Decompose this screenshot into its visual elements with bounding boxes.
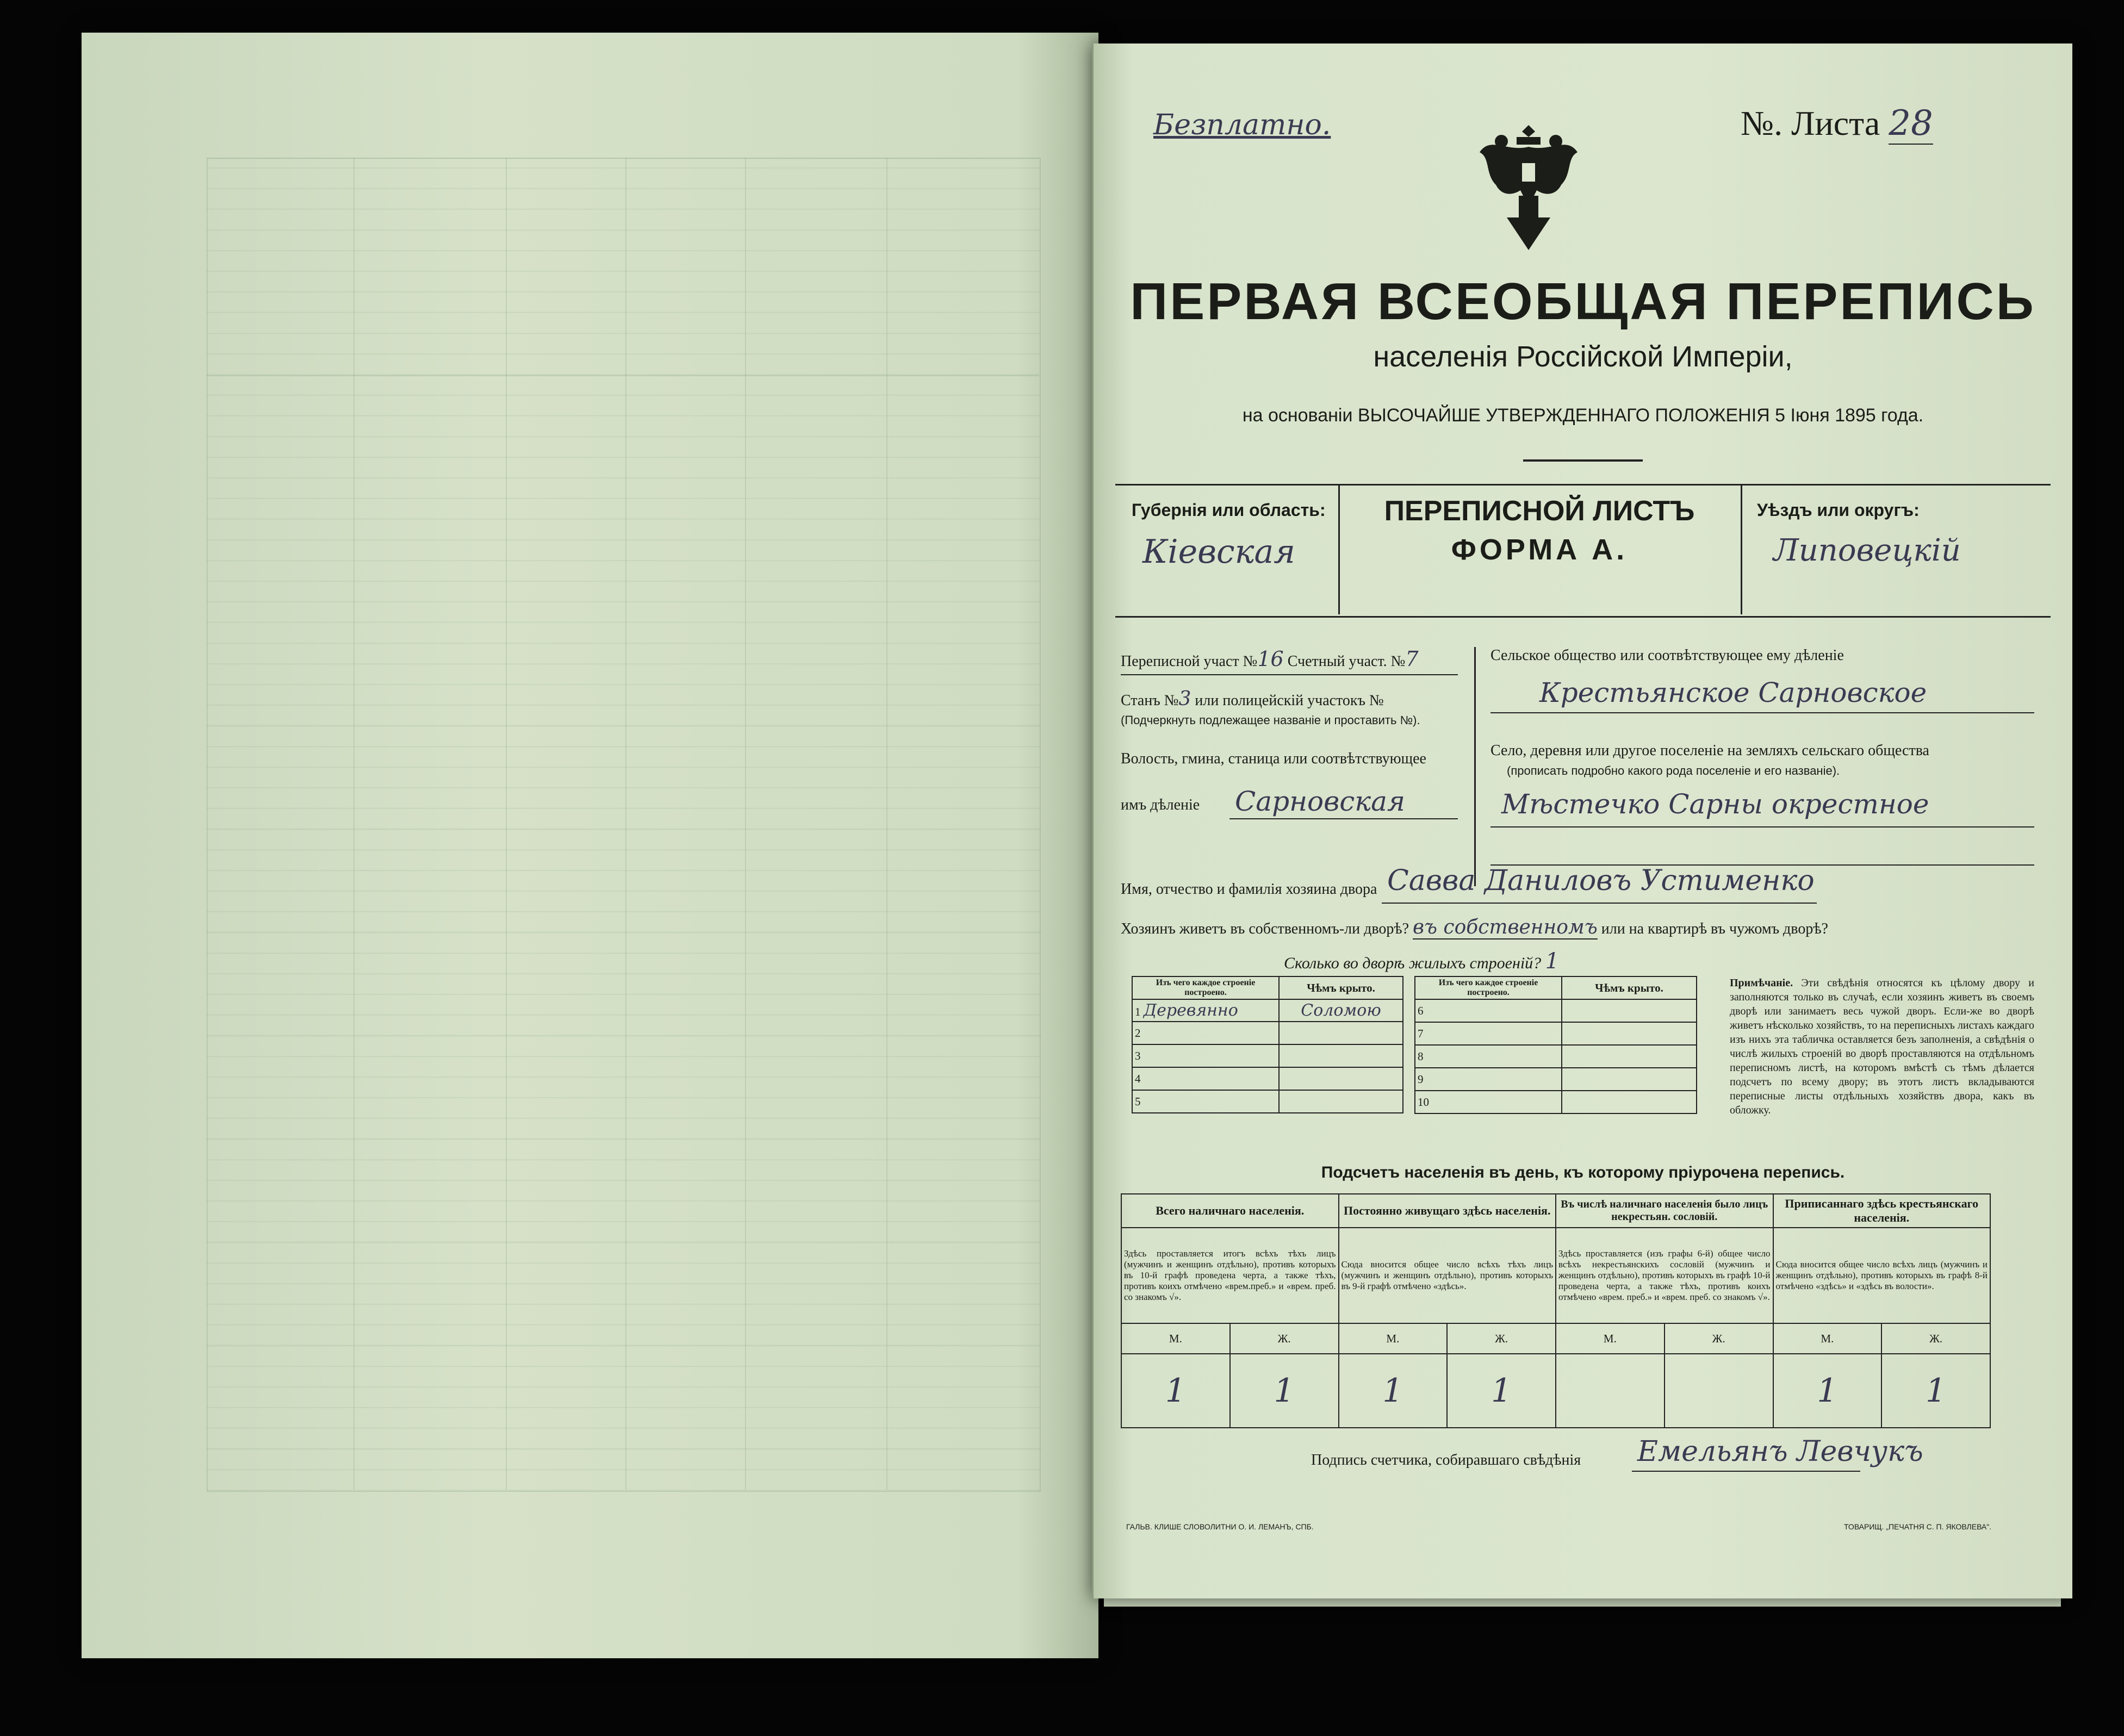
buildings-table-right: [1414, 976, 1697, 1114]
column-header: Постоянно живущаго здѣсь населенія.: [1339, 1194, 1556, 1228]
census-district-value: 16: [1257, 647, 1284, 671]
column-header: Въ числѣ наличнаго населенія было лицъ некрестьян. сословій.: [1556, 1194, 1773, 1228]
column-header: Всего наличнаго населенія.: [1121, 1194, 1339, 1228]
count-district-no: №: [1390, 653, 1406, 670]
uezd-value: Липовецкій: [1773, 533, 1961, 568]
stan-field: [1121, 688, 1384, 710]
row-number: 9: [1415, 1068, 1562, 1091]
underline: [1632, 1471, 1860, 1472]
table-row: [1415, 1091, 1697, 1113]
underline: [1121, 674, 1458, 675]
village-label: Село, деревня или другое поселеніе на земляхъ сельскаго общества: [1490, 742, 1929, 759]
field-divider: [1474, 647, 1476, 886]
count-district-label: Счетный участ.: [1287, 653, 1387, 670]
grid-line: [745, 158, 746, 1490]
census-district-label: Переписной участ: [1121, 653, 1239, 670]
row-number: 8: [1415, 1045, 1562, 1068]
row-number: 2: [1132, 1022, 1279, 1044]
count-value-female: [1665, 1354, 1773, 1428]
column-header-roof: Чѣмъ крыто.: [1279, 976, 1403, 999]
grid-line: [506, 158, 507, 1490]
column-header-material: Изъ чего каждое строеніе построено.: [1415, 976, 1562, 999]
owner-lives-label-1: Хозяинъ живетъ въ собственномъ-ли дворѣ?: [1121, 920, 1409, 937]
column-description: Сюда вносится общее число всѣхъ тѣхъ лицъ (мужчинъ и женщинъ отдѣльно), противъ которыхъ въ 9-й графѣ отмѣчено «здѣсь».: [1339, 1228, 1556, 1323]
stan-no: №: [1164, 692, 1179, 709]
grid-line: [353, 158, 355, 1490]
footnote: [1730, 976, 2034, 1117]
column-header: Приписаннаго здѣсь крестьянскаго населенія.: [1773, 1194, 1991, 1228]
count-value-male: 1: [1339, 1354, 1448, 1428]
double-headed-eagle-icon: [1469, 114, 1588, 256]
count-value-female: 1: [1881, 1354, 1990, 1428]
ornament-divider: [1523, 459, 1643, 462]
table-row: [1132, 1022, 1403, 1044]
count-value-male: 1: [1121, 1354, 1230, 1428]
column-header-material: Изъ чего каждое строеніе построено.: [1132, 976, 1279, 999]
left-page-faded-header: [207, 158, 1039, 376]
volost-label-2: имъ дѣленіе: [1121, 797, 1200, 813]
count-district-value: 7: [1405, 647, 1419, 671]
column-description: Здѣсь проставляется (изъ графы 6-й) общее число всѣхъ некрестьянскихъ сословій (мужчинъ и женщинъ отдѣльно), противъ которыхъ въ графѣ 10-й проведена черта, а также тѣхъ, противъ коихъ отмѣчено «врем. преб.» и «врем. преб. со знакомъ √».: [1556, 1228, 1773, 1323]
roof-value: Соломою: [1279, 999, 1403, 1022]
gubernia-label: Губернія или область:: [1132, 500, 1326, 520]
row-number: 4: [1132, 1067, 1279, 1090]
stan-value: 3: [1178, 688, 1191, 710]
table-row: [1132, 999, 1403, 1022]
buildings-count-value: 1: [1545, 949, 1560, 974]
volost-value: Сарновская: [1235, 786, 1405, 817]
sheet-number-label: [1741, 103, 1933, 144]
volost-label-1: Волость, гмина, станица или соотвѣтствующее: [1121, 750, 1426, 767]
table-row: [1415, 1045, 1697, 1068]
count-value-male: 1: [1773, 1354, 1882, 1428]
count-value-male: [1556, 1354, 1665, 1428]
count-section-title: Подсчетъ населенія въ день, къ которому пріурочена перепись.: [1321, 1163, 1845, 1181]
sheet-number-label-text: №. Листа: [1741, 104, 1880, 142]
male-label: М.: [1773, 1323, 1882, 1354]
male-label: М.: [1556, 1323, 1665, 1354]
underline: [1229, 818, 1458, 819]
female-label: Ж.: [1230, 1323, 1339, 1354]
column-description: Сюда вносится общее число всѣхъ лицъ (мужчинъ и женщинъ отдѣльно), противъ которыхъ въ графѣ 8-й отмѣчено «здѣсь» и «здѣсь въ волости».: [1773, 1228, 1991, 1323]
underline-note: (Подчеркнуть подлежащее названіе и проставить №).: [1121, 713, 1420, 727]
left-page: [82, 33, 1098, 1658]
society-value: Крестьянское Сарновское: [1539, 677, 1927, 708]
male-label: М.: [1121, 1323, 1230, 1354]
row-number: 5: [1132, 1090, 1279, 1113]
imprint-right: ТОВАРИЩ. „ПЕЧАТНЯ С. П. ЯКОВЛЕВА".: [1844, 1522, 1992, 1531]
buildings-table-left: [1132, 976, 1403, 1113]
column-description: Здѣсь проставляется итогъ всѣхъ тѣхъ лицъ (мужчинъ и женщинъ отдѣльно), противъ которыхъ въ 10-й графѣ проведена черта, а также тѣхъ, противъ коихъ отмѣчено «врем.преб.» и «врем. преб. со знакомъ √».: [1121, 1228, 1339, 1323]
table-row: [1132, 1067, 1403, 1090]
box-divider: [1741, 484, 1742, 614]
female-label: Ж.: [1447, 1323, 1556, 1354]
census-district-field: [1121, 647, 1419, 671]
footnote-text: Эти свѣдѣнія относятся къ цѣлому двору и заполняются только въ случаѣ, если хозяинъ живетъ въ своемъ дворѣ или занимаетъ весь чужой дворъ. Если-же во дворѣ живетъ нѣсколько хозяйствъ, то на переписныхъ листахъ каждаго изъ нихъ эта табличка оставляется безъ заполненія, а свѣдѣнія о числѣ жилыхъ строеній во дворѣ проставляются на отдѣльномъ переписномъ листѣ, на которомъ вмѣстѣ съ тѣмъ дѣлается подсчетъ по всему двору; въ этотъ листъ вкладываются переписные листы отдѣльныхъ хозяйствъ двора, какъ въ обложку.: [1730, 977, 2035, 1116]
column-header-roof: Чѣмъ крыто.: [1562, 976, 1697, 999]
underline: [1382, 903, 1817, 904]
police-no: №: [1369, 692, 1384, 709]
female-label: Ж.: [1665, 1323, 1773, 1354]
form-label: ФОРМА А.: [1451, 533, 1628, 566]
row-number: 10: [1415, 1091, 1562, 1113]
row-number: 1: [1135, 1005, 1141, 1018]
police-label: или полицейскій участокъ: [1195, 692, 1365, 709]
document-title: ПЕРВАЯ ВСЕОБЩАЯ ПЕРЕПИСЬ: [1130, 272, 2036, 331]
free-label: Безплатно.: [1153, 109, 1331, 141]
imprint-left: ГАЛЬВ. КЛИШЕ СЛОВОЛИТНИ О. И. ЛЕМАНЪ, СПБ.: [1126, 1522, 1314, 1531]
row-number: 7: [1415, 1022, 1562, 1045]
legal-basis: на основаніи ВЫСОЧАЙШЕ УТВЕРЖДЕННАГО ПОЛОЖЕНІЯ 5 Іюня 1895 года.: [1242, 405, 1924, 426]
stan-label: Станъ: [1121, 692, 1160, 709]
footnote-label: Примѣчаніе.: [1730, 977, 1793, 989]
buildings-count-field: [1284, 949, 1559, 974]
population-count-table: [1121, 1193, 1991, 1428]
buildings-count-label: Сколько во дворѣ жилыхъ строеній?: [1284, 954, 1542, 972]
grid-line: [886, 158, 887, 1490]
count-value-female: 1: [1447, 1354, 1556, 1428]
census-sheet-title: ПЕРЕПИСНОЙ ЛИСТЪ: [1384, 495, 1695, 527]
uezd-label: Уѣздъ или округъ:: [1757, 500, 1920, 520]
owner-label: Имя, отчество и фамилія хозяина двора: [1121, 881, 1377, 898]
owner-lives-field: [1121, 916, 1828, 938]
table-row: [1415, 1068, 1697, 1091]
gubernia-value: Кіевская: [1142, 533, 1295, 571]
owner-value: Савва Даниловъ Устименко: [1387, 864, 1815, 897]
count-value-female: 1: [1230, 1354, 1339, 1428]
underline: [1490, 712, 2034, 713]
material-value: Деревянно: [1143, 1001, 1238, 1020]
underline: [1490, 826, 2034, 827]
enumerator-signature-label: Подпись счетчика, собиравшаго свѣдѣнія: [1311, 1452, 1581, 1469]
male-label: М.: [1339, 1323, 1448, 1354]
enumerator-signature-value: Емельянъ Левчукъ: [1637, 1435, 1923, 1468]
table-row: [1132, 1090, 1403, 1113]
table-row: [1415, 999, 1697, 1022]
female-label: Ж.: [1881, 1323, 1990, 1354]
table-row: [1415, 1022, 1697, 1045]
society-label: Сельское общество или соотвѣтствующее ему дѣленіе: [1490, 647, 1844, 664]
census-district-no: №: [1243, 653, 1258, 670]
row-number: 6: [1415, 999, 1562, 1022]
village-note: (прописать подробно какого рода поселеніе и его названіе).: [1507, 764, 1840, 777]
right-page: [1092, 43, 2072, 1598]
grid-line: [625, 158, 626, 1490]
owner-lives-label-2: или на квартирѣ въ чужомъ дворѣ?: [1601, 920, 1828, 937]
table-row: [1132, 1044, 1403, 1067]
row-number: 3: [1132, 1044, 1279, 1067]
owner-lives-value: въ собственномъ: [1413, 916, 1598, 938]
document-subtitle: населенія Россійской Имперіи,: [1373, 340, 1793, 373]
village-value: Мѣстечко Сарны окрестное: [1501, 788, 1929, 820]
sheet-number-value: 28: [1889, 103, 1933, 144]
